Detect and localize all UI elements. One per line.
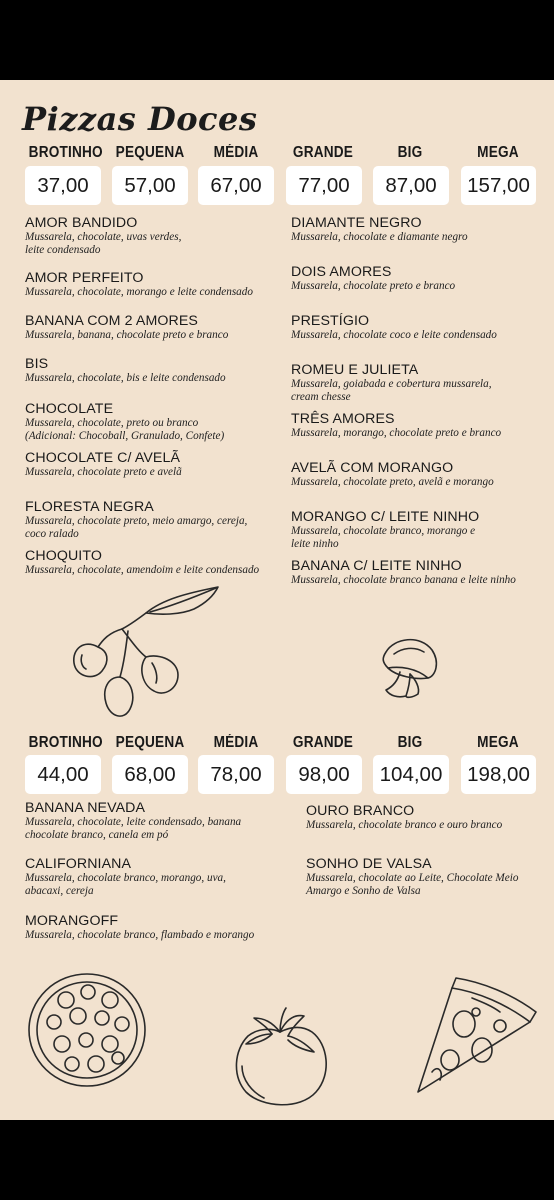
item-description: Mussarela, morango, chocolate preto e branco <box>291 427 502 439</box>
list-item <box>25 270 253 299</box>
item-description: Mussarela, chocolate coco e leite condensado <box>291 329 497 341</box>
item-description: Mussarela, banana, chocolate preto e branco <box>25 329 229 341</box>
price-pequena: 57,00 <box>112 166 188 205</box>
size-pequena: PEQUENA <box>115 734 185 751</box>
size-grande: GRANDE <box>292 144 354 161</box>
item-description: Mussarela, chocolate branco banana e leite ninho <box>291 574 516 586</box>
list-item <box>25 215 181 256</box>
mushroom-icon <box>376 632 442 704</box>
list-item <box>291 215 468 244</box>
price-brotinho: 44,00 <box>25 755 101 794</box>
status-bar <box>0 0 554 80</box>
size-big: BIG <box>397 144 423 161</box>
item-description: Mussarela, chocolate branco e ouro branco <box>306 819 503 831</box>
item-name: CALIFORNIANA <box>25 856 132 872</box>
item-description: Mussarela, chocolate, amendoim e leite condensado <box>25 564 260 576</box>
item-description: Mussarela, chocolate preto e avelã <box>25 466 182 478</box>
item-name: AMOR BANDIDO <box>25 215 138 231</box>
item-name: MORANGOFF <box>25 913 119 929</box>
item-name: ROMEU E JULIETA <box>291 362 419 378</box>
item-name: PRESTÍGIO <box>291 313 370 329</box>
item-description: Mussarela, chocolate branco, morango e leite ninho <box>291 525 476 550</box>
size-pequena: PEQUENA <box>115 144 185 161</box>
item-name: OURO BRANCO <box>306 803 415 819</box>
list-item <box>25 401 224 442</box>
item-description: Mussarela, chocolate preto, avelã e morango <box>291 476 494 488</box>
item-name: CHOCOLATE C/ AVELÃ <box>25 450 181 466</box>
item-name: AVELÃ COM MORANGO <box>291 460 454 476</box>
list-item <box>25 499 247 540</box>
size-big: BIG <box>397 734 423 751</box>
item-name: DOIS AMORES <box>291 264 392 280</box>
list-item <box>291 509 479 550</box>
item-name: AMOR PERFEITO <box>25 270 144 286</box>
size-media: MÉDIA <box>213 734 259 751</box>
item-description: Mussarela, chocolate, uvas verdes, leite condensado <box>25 231 182 256</box>
page-title: Pizzas Doces <box>22 100 258 138</box>
size-mega: MEGA <box>477 734 519 751</box>
item-name: TRÊS AMORES <box>291 411 395 427</box>
item-name: BANANA C/ LEITE NINHO <box>291 558 462 574</box>
item-description: Mussarela, chocolate e diamante negro <box>291 231 468 243</box>
price-pequena: 68,00 <box>112 755 188 794</box>
price-big: 104,00 <box>373 755 449 794</box>
size-brotinho: BROTINHO <box>28 734 103 751</box>
item-description: Mussarela, chocolate branco, morango, uva, abacaxi, cereja <box>25 872 226 897</box>
item-description: Mussarela, chocolate preto e branco <box>291 280 456 292</box>
price-media: 67,00 <box>198 166 274 205</box>
item-name: MORANGO C/ LEITE NINHO <box>291 509 480 525</box>
menu-image <box>0 80 554 1120</box>
item-name: BANANA COM 2 AMORES <box>25 313 198 329</box>
price-grande: 98,00 <box>286 755 362 794</box>
item-description: Mussarela, chocolate, leite condensado, banana chocolate branco, canela em pó <box>25 816 242 841</box>
navigation-bar <box>0 1120 554 1200</box>
list-item <box>306 803 502 832</box>
pizza-slice-icon <box>412 972 540 1096</box>
item-name: SONHO DE VALSA <box>306 856 432 872</box>
item-description: Mussarela, chocolate ao Leite, Chocolate Meio Amargo e Sonho de Valsa <box>306 872 519 897</box>
item-name: DIAMANTE NEGRO <box>291 215 422 231</box>
list-item <box>291 558 516 587</box>
price-big: 87,00 <box>373 166 449 205</box>
price-mega: 157,00 <box>461 166 536 205</box>
list-item <box>291 264 455 293</box>
size-mega: MEGA <box>477 144 519 161</box>
price-brotinho: 37,00 <box>25 166 101 205</box>
price-media: 78,00 <box>198 755 274 794</box>
list-item <box>25 548 259 577</box>
price-mega: 198,00 <box>461 755 536 794</box>
price-grande: 77,00 <box>286 166 362 205</box>
list-item <box>291 460 494 489</box>
tomato-icon <box>228 1006 332 1110</box>
item-description: Mussarela, chocolate branco, flambado e morango <box>25 929 255 941</box>
pizza-icon <box>26 970 150 1090</box>
list-item <box>25 450 182 479</box>
list-item <box>291 411 501 440</box>
list-item <box>25 856 226 897</box>
item-description: Mussarela, chocolate, preto ou branco (Adicional: Chocoball, Granulado, Confete) <box>25 417 225 442</box>
list-item <box>25 913 254 942</box>
item-name: CHOQUITO <box>25 548 102 564</box>
size-grande: GRANDE <box>292 734 354 751</box>
cherries-icon <box>68 585 228 725</box>
item-description: Mussarela, chocolate, morango e leite condensado <box>25 286 253 298</box>
item-name: CHOCOLATE <box>25 401 114 417</box>
item-name: FLORESTA NEGRA <box>25 499 154 515</box>
size-media: MÉDIA <box>213 144 259 161</box>
item-name: BIS <box>25 356 49 372</box>
list-item <box>25 800 241 841</box>
item-description: Mussarela, chocolate preto, meio amargo, cereja, coco ralado <box>25 515 248 540</box>
list-item <box>291 313 497 342</box>
item-name: BANANA NEVADA <box>25 800 146 816</box>
list-item <box>306 856 518 897</box>
item-description: Mussarela, chocolate, bis e leite condensado <box>25 372 226 384</box>
size-brotinho: BROTINHO <box>28 144 103 161</box>
item-description: Mussarela, goiabada e cobertura mussarela, cream chesse <box>291 378 492 403</box>
list-item <box>291 362 492 403</box>
list-item <box>25 356 226 385</box>
list-item <box>25 313 228 342</box>
